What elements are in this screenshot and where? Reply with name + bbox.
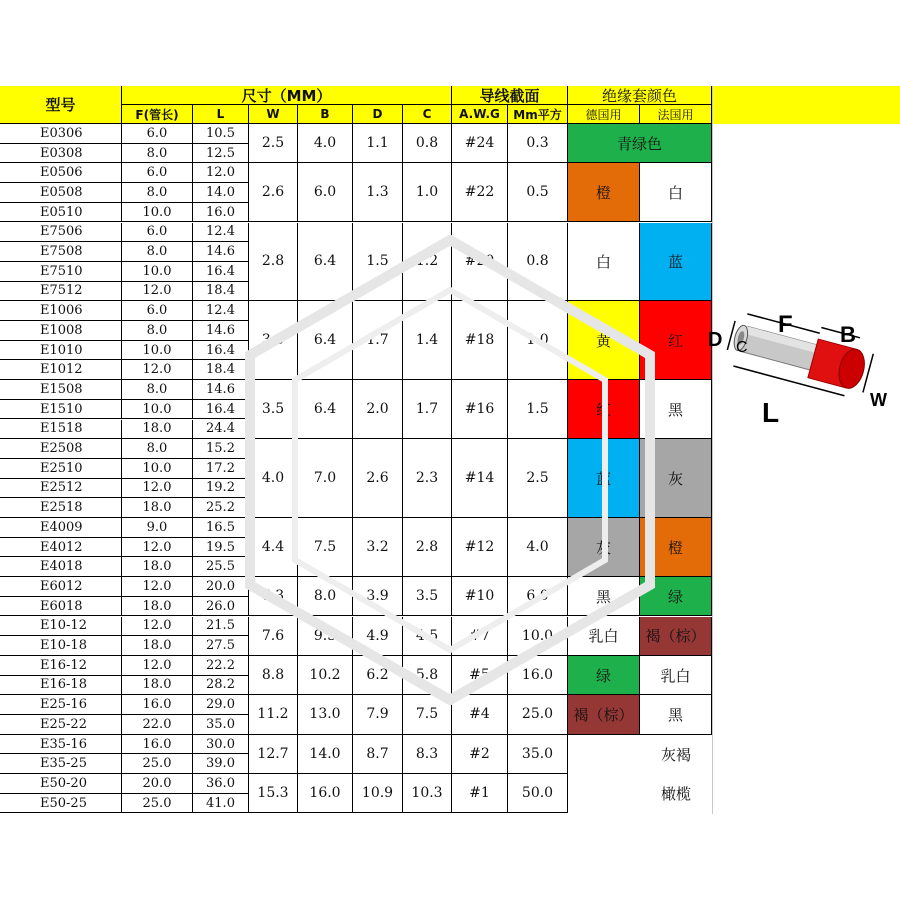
table-row-l: 19.2 bbox=[193, 479, 249, 499]
group-awg: #14 bbox=[452, 439, 508, 518]
table-row-f: 6.0 bbox=[122, 163, 193, 183]
group-c: 7.5 bbox=[403, 695, 452, 734]
table-row-f: 6.0 bbox=[122, 223, 193, 243]
table-row-l: 16.4 bbox=[193, 341, 249, 361]
table-row-l: 18.4 bbox=[193, 282, 249, 302]
table-row-l: 27.5 bbox=[193, 636, 249, 656]
group-c: 8.3 bbox=[403, 735, 452, 774]
group-w: 8.8 bbox=[249, 656, 298, 695]
spec-sheet bbox=[0, 86, 900, 814]
color-swatch-germany: 红 bbox=[568, 380, 640, 439]
table-row-f: 25.0 bbox=[122, 754, 193, 774]
group-mm2: 6.0 bbox=[508, 577, 568, 616]
table-row-f: 8.0 bbox=[122, 380, 193, 400]
diagram-label-L: L bbox=[762, 397, 780, 428]
header-w: W bbox=[249, 105, 298, 124]
color-swatch-france: 乳白 bbox=[640, 656, 712, 695]
table-row-f: 22.0 bbox=[122, 715, 193, 735]
table-row-l: 29.0 bbox=[193, 695, 249, 715]
ferrule-diagram bbox=[706, 300, 900, 430]
table-row-f: 20.0 bbox=[122, 774, 193, 794]
group-awg: #1 bbox=[452, 774, 508, 813]
group-b: 6.4 bbox=[298, 223, 353, 302]
group-awg: #5 bbox=[452, 656, 508, 695]
group-b: 7.0 bbox=[298, 439, 353, 518]
table-row-f: 8.0 bbox=[122, 242, 193, 262]
table-row-l: 39.0 bbox=[193, 754, 249, 774]
group-b: 6.4 bbox=[298, 380, 353, 439]
group-awg: #7 bbox=[452, 617, 508, 656]
group-b: 14.0 bbox=[298, 735, 353, 774]
group-c: 1.7 bbox=[403, 380, 452, 439]
group-d: 1.5 bbox=[353, 223, 403, 302]
header-de: 德国用 bbox=[568, 105, 640, 124]
table-row-model: E7508 bbox=[0, 242, 122, 262]
group-b: 16.0 bbox=[298, 774, 353, 813]
table-row-model: E4018 bbox=[0, 557, 122, 577]
diagram-label-W: W bbox=[870, 390, 887, 410]
table-row-l: 26.0 bbox=[193, 597, 249, 617]
color-swatch-germany: 乳白 bbox=[568, 617, 640, 656]
color-swatch-france: 橙 bbox=[640, 518, 712, 577]
group-mm2: 50.0 bbox=[508, 774, 568, 813]
table-row-f: 8.0 bbox=[122, 321, 193, 341]
table-row-f: 10.0 bbox=[122, 400, 193, 420]
group-d: 1.7 bbox=[353, 301, 403, 380]
table-row-f: 10.0 bbox=[122, 341, 193, 361]
table-row-f: 12.0 bbox=[122, 360, 193, 380]
group-d: 3.9 bbox=[353, 577, 403, 616]
table-row-l: 30.0 bbox=[193, 735, 249, 755]
table-row-f: 8.0 bbox=[122, 183, 193, 203]
color-swatch-france: 黑 bbox=[640, 380, 712, 439]
group-c: 2.3 bbox=[403, 439, 452, 518]
table-row-l: 20.0 bbox=[193, 577, 249, 597]
group-b: 6.4 bbox=[298, 301, 353, 380]
group-b: 7.5 bbox=[298, 518, 353, 577]
group-mm2: 35.0 bbox=[508, 735, 568, 774]
header-d: D bbox=[353, 105, 403, 124]
color-swatch-france: 黑 bbox=[640, 695, 712, 734]
table-row-model: E2518 bbox=[0, 498, 122, 518]
table-row-l: 28.2 bbox=[193, 676, 249, 696]
group-w: 2.5 bbox=[249, 124, 298, 163]
diagram-label-D: D bbox=[708, 329, 723, 351]
table-row-l: 14.6 bbox=[193, 242, 249, 262]
color-swatch-france: 灰褐 bbox=[640, 735, 712, 774]
table-row-model: E16-18 bbox=[0, 676, 122, 696]
table-row-model: E7506 bbox=[0, 223, 122, 243]
color-swatch-merged: 青绿色 bbox=[568, 124, 712, 163]
table-row-f: 18.0 bbox=[122, 498, 193, 518]
group-awg: #22 bbox=[452, 163, 508, 222]
header-size: 尺寸（MM） bbox=[122, 86, 452, 105]
group-d: 8.7 bbox=[353, 735, 403, 774]
table-row-l: 21.5 bbox=[193, 617, 249, 637]
color-swatch-germany: 褐（棕） bbox=[568, 695, 640, 734]
table-row-f: 16.0 bbox=[122, 735, 193, 755]
group-mm2: 0.5 bbox=[508, 163, 568, 222]
table-row-model: E6018 bbox=[0, 597, 122, 617]
table-row-model: E6012 bbox=[0, 577, 122, 597]
table-row-model: E50-20 bbox=[0, 774, 122, 794]
group-b: 9.5 bbox=[298, 617, 353, 656]
table-row-model: E0306 bbox=[0, 124, 122, 144]
header-mm2: Mm平方 bbox=[508, 105, 568, 124]
group-mm2: 1.0 bbox=[508, 301, 568, 380]
group-mm2: 4.0 bbox=[508, 518, 568, 577]
group-d: 1.3 bbox=[353, 163, 403, 222]
group-awg: #18 bbox=[452, 301, 508, 380]
table-row-f: 12.0 bbox=[122, 282, 193, 302]
table-row-model: E0506 bbox=[0, 163, 122, 183]
table-row-l: 17.2 bbox=[193, 459, 249, 479]
color-swatch-france: 蓝 bbox=[640, 223, 712, 302]
color-swatch-france: 绿 bbox=[640, 577, 712, 616]
table-row-l: 16.4 bbox=[193, 400, 249, 420]
table-row-l: 14.6 bbox=[193, 321, 249, 341]
table-row-f: 16.0 bbox=[122, 695, 193, 715]
group-awg: #2 bbox=[452, 735, 508, 774]
table-row-f: 8.0 bbox=[122, 439, 193, 459]
table-row-f: 12.0 bbox=[122, 538, 193, 558]
table-row-f: 18.0 bbox=[122, 557, 193, 577]
table-row-model: E25-16 bbox=[0, 695, 122, 715]
table-row-l: 16.4 bbox=[193, 262, 249, 282]
header-color: 绝缘套颜色 bbox=[568, 86, 712, 105]
color-swatch-france: 灰 bbox=[640, 439, 712, 518]
group-b: 13.0 bbox=[298, 695, 353, 734]
group-c: 10.3 bbox=[403, 774, 452, 813]
table-row-l: 22.2 bbox=[193, 656, 249, 676]
header-c: C bbox=[403, 105, 452, 124]
group-w: 4.0 bbox=[249, 439, 298, 518]
group-w: 2.6 bbox=[249, 163, 298, 222]
color-swatch-germany bbox=[568, 735, 640, 774]
group-awg: #16 bbox=[452, 380, 508, 439]
group-d: 6.2 bbox=[353, 656, 403, 695]
color-swatch-germany: 蓝 bbox=[568, 439, 640, 518]
table-row-f: 18.0 bbox=[122, 597, 193, 617]
group-d: 3.2 bbox=[353, 518, 403, 577]
table-row-l: 16.5 bbox=[193, 518, 249, 538]
table-row-l: 41.0 bbox=[193, 794, 249, 814]
table-row-l: 12.4 bbox=[193, 301, 249, 321]
color-swatch-france: 褐（棕） bbox=[640, 617, 712, 656]
group-mm2: 2.5 bbox=[508, 439, 568, 518]
header-wire: 导线截面 bbox=[452, 86, 568, 105]
group-d: 4.9 bbox=[353, 617, 403, 656]
table-row-model: E2510 bbox=[0, 459, 122, 479]
table-row-model: E2508 bbox=[0, 439, 122, 459]
header-model: 型号 bbox=[0, 86, 122, 124]
table-row-f: 18.0 bbox=[122, 676, 193, 696]
header-awg: A.W.G bbox=[452, 105, 508, 124]
table-row-l: 12.5 bbox=[193, 144, 249, 164]
group-d: 2.6 bbox=[353, 439, 403, 518]
table-row-l: 36.0 bbox=[193, 774, 249, 794]
group-d: 7.9 bbox=[353, 695, 403, 734]
table-row-model: E25-22 bbox=[0, 715, 122, 735]
table-row-model: E0508 bbox=[0, 183, 122, 203]
table-row-f: 25.0 bbox=[122, 794, 193, 814]
table-row-model: E1508 bbox=[0, 380, 122, 400]
group-c: 3.5 bbox=[403, 577, 452, 616]
color-swatch-germany: 白 bbox=[568, 223, 640, 302]
group-w: 2.8 bbox=[249, 223, 298, 302]
table-row-f: 18.0 bbox=[122, 420, 193, 440]
diagram-label-B: B bbox=[840, 322, 856, 347]
group-w: 12.7 bbox=[249, 735, 298, 774]
group-b: 4.0 bbox=[298, 124, 353, 163]
table-row-f: 6.0 bbox=[122, 124, 193, 144]
group-d: 10.9 bbox=[353, 774, 403, 813]
group-c: 1.4 bbox=[403, 301, 452, 380]
group-awg: #24 bbox=[452, 124, 508, 163]
group-mm2: 0.8 bbox=[508, 223, 568, 302]
color-swatch-germany bbox=[568, 774, 640, 813]
group-w: 7.6 bbox=[249, 617, 298, 656]
table-row-model: E16-12 bbox=[0, 656, 122, 676]
group-c: 5.8 bbox=[403, 656, 452, 695]
table-row-f: 12.0 bbox=[122, 577, 193, 597]
group-c: 4.5 bbox=[403, 617, 452, 656]
table-row-model: E1518 bbox=[0, 420, 122, 440]
table-row-f: 6.0 bbox=[122, 301, 193, 321]
group-w: 4.4 bbox=[249, 518, 298, 577]
table-row-l: 19.5 bbox=[193, 538, 249, 558]
group-d: 1.1 bbox=[353, 124, 403, 163]
color-swatch-germany: 绿 bbox=[568, 656, 640, 695]
color-swatch-germany: 灰 bbox=[568, 518, 640, 577]
table-row-model: E7510 bbox=[0, 262, 122, 282]
group-w: 3.0 bbox=[249, 301, 298, 380]
table-row-l: 16.0 bbox=[193, 203, 249, 223]
table-row-model: E35-25 bbox=[0, 754, 122, 774]
table-row-model: E35-16 bbox=[0, 735, 122, 755]
table-row-l: 14.6 bbox=[193, 380, 249, 400]
table-row-model: E0510 bbox=[0, 203, 122, 223]
color-swatch-germany: 橙 bbox=[568, 163, 640, 222]
table-row-l: 12.0 bbox=[193, 163, 249, 183]
group-awg: #4 bbox=[452, 695, 508, 734]
table-row-model: E10-12 bbox=[0, 617, 122, 637]
group-b: 8.0 bbox=[298, 577, 353, 616]
table-row-model: E4009 bbox=[0, 518, 122, 538]
group-mm2: 10.0 bbox=[508, 617, 568, 656]
group-mm2: 0.3 bbox=[508, 124, 568, 163]
table-row-model: E1510 bbox=[0, 400, 122, 420]
table-row-model: E0308 bbox=[0, 144, 122, 164]
group-w: 6.3 bbox=[249, 577, 298, 616]
table-row-f: 10.0 bbox=[122, 203, 193, 223]
table-row-f: 8.0 bbox=[122, 144, 193, 164]
group-c: 1.0 bbox=[403, 163, 452, 222]
table-row-model: E2512 bbox=[0, 479, 122, 499]
table-row-model: E4012 bbox=[0, 538, 122, 558]
group-d: 2.0 bbox=[353, 380, 403, 439]
table-row-l: 18.4 bbox=[193, 360, 249, 380]
diagram-label-C: C bbox=[736, 339, 748, 356]
group-awg: #10 bbox=[452, 577, 508, 616]
table-row-model: E1010 bbox=[0, 341, 122, 361]
table-row-l: 24.4 bbox=[193, 420, 249, 440]
table-row-f: 10.0 bbox=[122, 459, 193, 479]
color-swatch-france: 橄榄 bbox=[640, 774, 712, 813]
table-row-l: 35.0 bbox=[193, 715, 249, 735]
table-row-model: E50-25 bbox=[0, 794, 122, 814]
table-row-model: E7512 bbox=[0, 282, 122, 302]
table-row-model: E10-18 bbox=[0, 636, 122, 656]
group-mm2: 16.0 bbox=[508, 656, 568, 695]
group-b: 10.2 bbox=[298, 656, 353, 695]
group-mm2: 1.5 bbox=[508, 380, 568, 439]
table-row-f: 10.0 bbox=[122, 262, 193, 282]
table-row-model: E1006 bbox=[0, 301, 122, 321]
group-awg: #20 bbox=[452, 223, 508, 302]
table-row-f: 12.0 bbox=[122, 617, 193, 637]
group-awg: #12 bbox=[452, 518, 508, 577]
header-l: L bbox=[193, 105, 249, 124]
table-row-l: 25.5 bbox=[193, 557, 249, 577]
table-row-f: 12.0 bbox=[122, 656, 193, 676]
group-c: 0.8 bbox=[403, 124, 452, 163]
group-c: 2.8 bbox=[403, 518, 452, 577]
table-row-l: 15.2 bbox=[193, 439, 249, 459]
table-row-f: 9.0 bbox=[122, 518, 193, 538]
table-row-l: 12.4 bbox=[193, 223, 249, 243]
table-row-model: E1012 bbox=[0, 360, 122, 380]
group-w: 3.5 bbox=[249, 380, 298, 439]
group-w: 15.3 bbox=[249, 774, 298, 813]
diagram-label-F: F bbox=[778, 311, 793, 338]
table-row-f: 12.0 bbox=[122, 479, 193, 499]
table-row-f: 18.0 bbox=[122, 636, 193, 656]
color-swatch-germany: 黑 bbox=[568, 577, 640, 616]
group-c: 1.2 bbox=[403, 223, 452, 302]
table-row-l: 14.0 bbox=[193, 183, 249, 203]
grid-line bbox=[712, 86, 713, 814]
group-mm2: 25.0 bbox=[508, 695, 568, 734]
color-swatch-germany: 黄 bbox=[568, 301, 640, 380]
color-swatch-france: 白 bbox=[640, 163, 712, 222]
table-row-l: 25.2 bbox=[193, 498, 249, 518]
header-b: B bbox=[298, 105, 353, 124]
table-row-model: E1008 bbox=[0, 321, 122, 341]
table-row-l: 10.5 bbox=[193, 124, 249, 144]
color-swatch-france: 红 bbox=[640, 301, 712, 380]
group-w: 11.2 bbox=[249, 695, 298, 734]
header-f: F(管长) bbox=[122, 105, 193, 124]
group-b: 6.0 bbox=[298, 163, 353, 222]
header-fr: 法国用 bbox=[640, 105, 712, 124]
